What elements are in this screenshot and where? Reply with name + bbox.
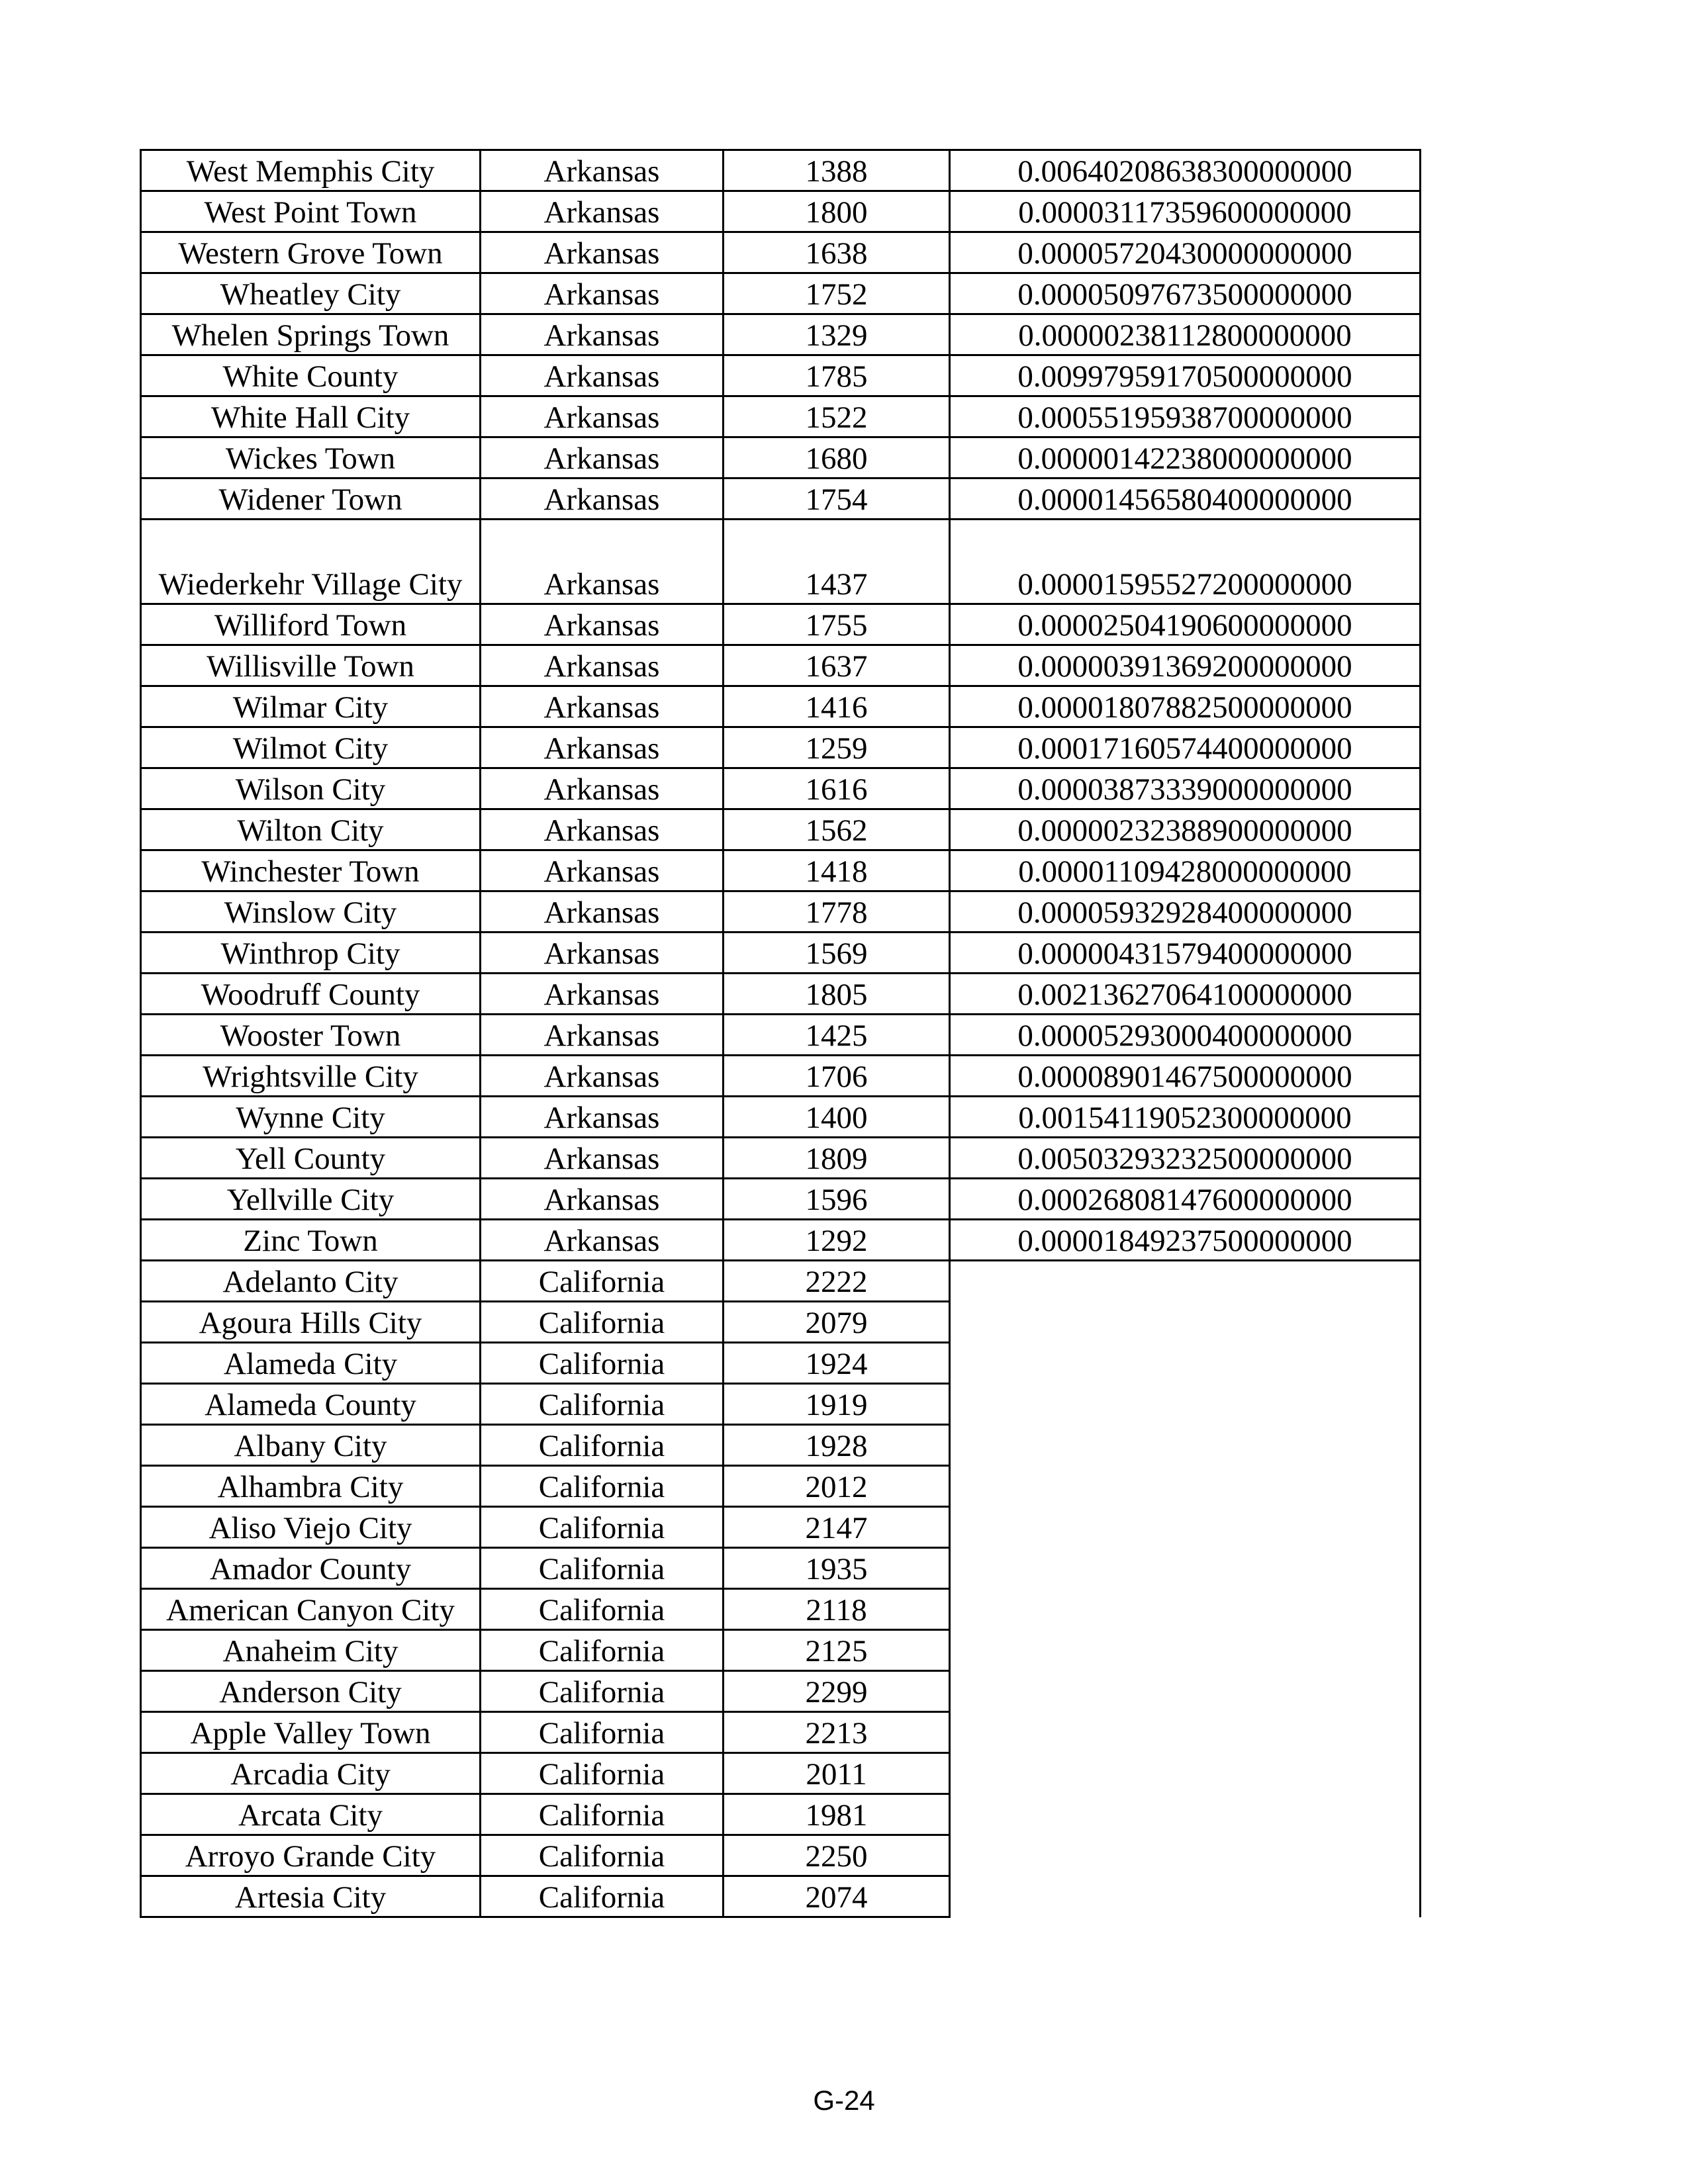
state-cell: Arkansas (481, 891, 724, 933)
code-cell: 1416 (724, 686, 950, 727)
code-cell: 2074 (724, 1876, 950, 1917)
value-cell (950, 1589, 1421, 1630)
table-row (141, 232, 1421, 273)
table-row (141, 933, 1421, 974)
table-row (141, 1097, 1421, 1138)
value-cell: 0.00000391369200000000 (950, 645, 1421, 686)
place-name-cell: White Hall City (141, 396, 481, 437)
state-cell: Arkansas (481, 191, 724, 232)
state-cell: California (481, 1835, 724, 1876)
state-cell: California (481, 1876, 724, 1917)
place-name-cell: Albany City (141, 1425, 481, 1466)
state-cell: Arkansas (481, 478, 724, 520)
state-cell: Arkansas (481, 232, 724, 273)
place-name-cell: Winslow City (141, 891, 481, 933)
code-cell: 2125 (724, 1630, 950, 1671)
table-row (141, 396, 1421, 437)
value-cell: 0.00213627064100000000 (950, 974, 1421, 1015)
state-cell: Arkansas (481, 727, 724, 768)
state-cell: Arkansas (481, 1056, 724, 1097)
value-cell: 0.00154119052300000000 (950, 1097, 1421, 1138)
table-row (141, 1138, 1421, 1179)
state-cell: California (481, 1753, 724, 1794)
table-row (141, 273, 1421, 314)
state-cell: Arkansas (481, 850, 724, 891)
state-cell: California (481, 1466, 724, 1507)
state-cell: Arkansas (481, 768, 724, 809)
code-cell: 1752 (724, 273, 950, 314)
value-cell: 0.00005720430000000000 (950, 232, 1421, 273)
value-cell: 0.00002504190600000000 (950, 604, 1421, 645)
code-cell: 1259 (724, 727, 950, 768)
code-cell: 1778 (724, 891, 950, 933)
table-row (141, 1753, 1421, 1794)
place-name-cell: Anaheim City (141, 1630, 481, 1671)
code-cell: 1809 (724, 1138, 950, 1179)
place-name-cell: Arroyo Grande City (141, 1835, 481, 1876)
state-cell: Arkansas (481, 437, 724, 478)
code-cell: 1785 (724, 355, 950, 396)
table-row (141, 314, 1421, 355)
place-name-cell: White County (141, 355, 481, 396)
place-name-cell: Willisville Town (141, 645, 481, 686)
place-name-cell: Zinc Town (141, 1220, 481, 1261)
value-cell (950, 1835, 1421, 1876)
place-name-cell: Alameda City (141, 1343, 481, 1384)
place-name-cell: Woodruff County (141, 974, 481, 1015)
table-row (141, 727, 1421, 768)
table-body (141, 150, 1421, 1917)
state-cell: Arkansas (481, 1097, 724, 1138)
state-cell: Arkansas (481, 355, 724, 396)
place-name-cell: Wilmar City (141, 686, 481, 727)
value-cell (950, 1712, 1421, 1753)
table-row (141, 1302, 1421, 1343)
table-row (141, 686, 1421, 727)
table-row (141, 437, 1421, 478)
code-cell: 1706 (724, 1056, 950, 1097)
code-cell: 1425 (724, 1015, 950, 1056)
place-name-cell: Anderson City (141, 1671, 481, 1712)
state-cell: California (481, 1302, 724, 1343)
code-cell: 2147 (724, 1507, 950, 1548)
state-cell: California (481, 1630, 724, 1671)
value-cell: 0.00000142238000000000 (950, 437, 1421, 478)
code-cell: 1924 (724, 1343, 950, 1384)
value-cell: 0.00000431579400000000 (950, 933, 1421, 974)
table-row (141, 191, 1421, 232)
place-name-cell: Yell County (141, 1138, 481, 1179)
value-cell (950, 1425, 1421, 1466)
code-cell: 2118 (724, 1589, 950, 1630)
state-cell: Arkansas (481, 686, 724, 727)
place-name-cell: Agoura Hills City (141, 1302, 481, 1343)
place-name-cell: Western Grove Town (141, 232, 481, 273)
place-name-cell: Alameda County (141, 1384, 481, 1425)
place-name-cell: West Point Town (141, 191, 481, 232)
table-row (141, 1589, 1421, 1630)
code-cell: 1292 (724, 1220, 950, 1261)
place-name-cell: American Canyon City (141, 1589, 481, 1630)
value-cell: 0.00000238112800000000 (950, 314, 1421, 355)
value-cell: 0.00003873339000000000 (950, 768, 1421, 809)
state-cell: California (481, 1425, 724, 1466)
code-cell: 1418 (724, 850, 950, 891)
value-cell (950, 1671, 1421, 1712)
value-cell: 0.00001456580400000000 (950, 478, 1421, 520)
table-row (141, 1712, 1421, 1753)
code-cell: 2299 (724, 1671, 950, 1712)
place-name-cell: Winthrop City (141, 933, 481, 974)
code-cell: 1638 (724, 232, 950, 273)
table-row (141, 1015, 1421, 1056)
place-name-cell: Wynne City (141, 1097, 481, 1138)
value-cell (950, 1548, 1421, 1589)
place-name-cell: Wickes Town (141, 437, 481, 478)
place-name-cell: Yellville City (141, 1179, 481, 1220)
value-cell: 0.00005097673500000000 (950, 273, 1421, 314)
value-cell (950, 1794, 1421, 1835)
state-cell: Arkansas (481, 150, 724, 191)
code-cell: 2213 (724, 1712, 950, 1753)
page-number: G-24 (813, 2085, 875, 2116)
table-row (141, 645, 1421, 686)
table-row (141, 1343, 1421, 1384)
value-cell: 0.00503293232500000000 (950, 1138, 1421, 1179)
table-row (141, 1548, 1421, 1589)
place-name-cell: Wilson City (141, 768, 481, 809)
table-row (141, 520, 1421, 604)
code-cell: 1329 (724, 314, 950, 355)
code-cell: 2011 (724, 1753, 950, 1794)
code-cell: 2079 (724, 1302, 950, 1343)
table-row (141, 1630, 1421, 1671)
place-name-cell: West Memphis City (141, 150, 481, 191)
value-cell: 0.00008901467500000000 (950, 1056, 1421, 1097)
place-name-cell: Wilton City (141, 809, 481, 850)
place-name-cell: Wiederkehr Village City (141, 520, 481, 604)
place-name-cell: Wheatley City (141, 273, 481, 314)
state-cell: Arkansas (481, 604, 724, 645)
value-cell: 0.00001595527200000000 (950, 520, 1421, 604)
table-row (141, 1179, 1421, 1220)
code-cell: 1569 (724, 933, 950, 974)
table-row (141, 355, 1421, 396)
state-cell: Arkansas (481, 1179, 724, 1220)
state-cell: Arkansas (481, 273, 724, 314)
place-name-cell: Wilmot City (141, 727, 481, 768)
state-cell: Arkansas (481, 645, 724, 686)
value-cell (950, 1302, 1421, 1343)
table-row (141, 891, 1421, 933)
state-cell: Arkansas (481, 520, 724, 604)
place-name-cell: Wooster Town (141, 1015, 481, 1056)
table-row (141, 1384, 1421, 1425)
code-cell: 1637 (724, 645, 950, 686)
table-row (141, 1671, 1421, 1712)
value-cell: 0.00005293000400000000 (950, 1015, 1421, 1056)
state-cell: California (481, 1548, 724, 1589)
place-name-cell: Amador County (141, 1548, 481, 1589)
table-row (141, 809, 1421, 850)
table-row (141, 1794, 1421, 1835)
table-row (141, 1835, 1421, 1876)
value-cell: 0.00000232388900000000 (950, 809, 1421, 850)
code-cell: 1981 (724, 1794, 950, 1835)
table-row (141, 1220, 1421, 1261)
table-row (141, 478, 1421, 520)
code-cell: 1562 (724, 809, 950, 850)
code-cell: 1805 (724, 974, 950, 1015)
value-cell (950, 1466, 1421, 1507)
value-cell (950, 1876, 1421, 1917)
state-cell: Arkansas (481, 809, 724, 850)
code-cell: 1596 (724, 1179, 950, 1220)
state-cell: Arkansas (481, 396, 724, 437)
state-cell: California (481, 1261, 724, 1302)
code-cell: 1680 (724, 437, 950, 478)
value-cell (950, 1384, 1421, 1425)
table-row (141, 1261, 1421, 1302)
state-cell: Arkansas (481, 314, 724, 355)
place-name-cell: Whelen Springs Town (141, 314, 481, 355)
place-name-cell: Alhambra City (141, 1466, 481, 1507)
state-cell: Arkansas (481, 933, 724, 974)
code-cell: 1388 (724, 150, 950, 191)
value-cell (950, 1343, 1421, 1384)
place-name-cell: Adelanto City (141, 1261, 481, 1302)
value-cell: 0.00026808147600000000 (950, 1179, 1421, 1220)
state-cell: California (481, 1671, 724, 1712)
state-cell: California (481, 1507, 724, 1548)
place-name-cell: Winchester Town (141, 850, 481, 891)
value-cell: 0.00997959170500000000 (950, 355, 1421, 396)
state-cell: Arkansas (481, 1220, 724, 1261)
state-cell: California (481, 1794, 724, 1835)
table-row (141, 1466, 1421, 1507)
place-name-cell: Wrightsville City (141, 1056, 481, 1097)
table-row (141, 974, 1421, 1015)
code-cell: 1935 (724, 1548, 950, 1589)
table-row (141, 768, 1421, 809)
table-row (141, 1056, 1421, 1097)
code-cell: 1755 (724, 604, 950, 645)
code-cell: 1928 (724, 1425, 950, 1466)
state-cell: Arkansas (481, 1015, 724, 1056)
data-table (140, 149, 1421, 1918)
value-cell: 0.00001849237500000000 (950, 1220, 1421, 1261)
state-cell: California (481, 1343, 724, 1384)
table-row (141, 150, 1421, 191)
value-cell: 0.00640208638300000000 (950, 150, 1421, 191)
code-cell: 1400 (724, 1097, 950, 1138)
code-cell: 1919 (724, 1384, 950, 1425)
code-cell: 1616 (724, 768, 950, 809)
state-cell: Arkansas (481, 1138, 724, 1179)
code-cell: 2012 (724, 1466, 950, 1507)
place-name-cell: Artesia City (141, 1876, 481, 1917)
code-cell: 1800 (724, 191, 950, 232)
value-cell: 0.00003117359600000000 (950, 191, 1421, 232)
table-row (141, 1876, 1421, 1917)
place-name-cell: Widener Town (141, 478, 481, 520)
value-cell (950, 1261, 1421, 1302)
code-cell: 1522 (724, 396, 950, 437)
table-row (141, 1425, 1421, 1466)
table-row (141, 604, 1421, 645)
value-cell: 0.00001109428000000000 (950, 850, 1421, 891)
table-row (141, 1507, 1421, 1548)
place-name-cell: Arcadia City (141, 1753, 481, 1794)
state-cell: California (481, 1712, 724, 1753)
code-cell: 2250 (724, 1835, 950, 1876)
place-name-cell: Arcata City (141, 1794, 481, 1835)
value-cell (950, 1630, 1421, 1671)
value-cell (950, 1753, 1421, 1794)
value-cell: 0.00005932928400000000 (950, 891, 1421, 933)
value-cell: 0.00001807882500000000 (950, 686, 1421, 727)
value-cell (950, 1507, 1421, 1548)
place-name-cell: Williford Town (141, 604, 481, 645)
state-cell: California (481, 1384, 724, 1425)
state-cell: Arkansas (481, 974, 724, 1015)
code-cell: 1754 (724, 478, 950, 520)
place-name-cell: Aliso Viejo City (141, 1507, 481, 1548)
value-cell: 0.00055195938700000000 (950, 396, 1421, 437)
table-row (141, 850, 1421, 891)
place-name-cell: Apple Valley Town (141, 1712, 481, 1753)
code-cell: 2222 (724, 1261, 950, 1302)
code-cell: 1437 (724, 520, 950, 604)
value-cell: 0.00017160574400000000 (950, 727, 1421, 768)
state-cell: California (481, 1589, 724, 1630)
